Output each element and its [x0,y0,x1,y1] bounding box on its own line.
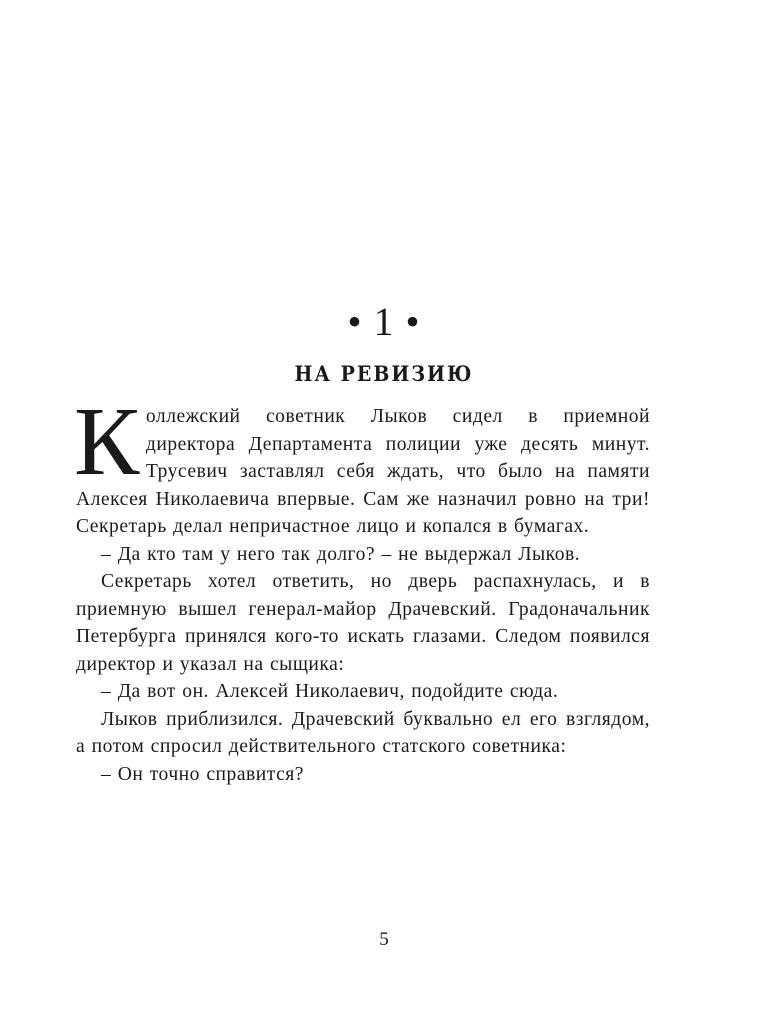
page-number: 5 [379,929,389,950]
paragraph-5: Лыков приблизился. Драчевский буквально ел его взглядом, а потом спросил действительного статского советника: [76,708,650,757]
chapter-number: • 1 • [347,299,421,344]
body-text [74,388,650,788]
paragraph-3: Секретарь хотел ответить, но дверь распахнулась, и в приемную вышел генерал-майор Драчевский. Градоначальник Петербурга принялся кого-то искать глазами. Следом появился директор и указал на сыщика: [76,571,650,675]
paragraph-4: – Да вот он. Алексей Николаевич, подойдите сюда. [101,681,559,702]
paragraph-6: – Он точно справится? [101,763,304,785]
chapter-title: НА РЕВИЗИЮ [294,361,474,387]
paragraph-2: – Да кто там у него так долго? – не выдержал Лыков. [101,543,581,565]
drop-cap: К [74,388,140,496]
paragraph-1 [74,388,650,541]
paragraph-1-text: оллежский советник Лыков сидел в приемной директора Департамента полиции уже десять минут. Трусевич заставлял себя ждать, что было на памяти Алексея Николаевича впервые. Сам же назначил ровно на три! Секретарь делал непричастное лицо и копался в бумагах. [76,406,650,537]
